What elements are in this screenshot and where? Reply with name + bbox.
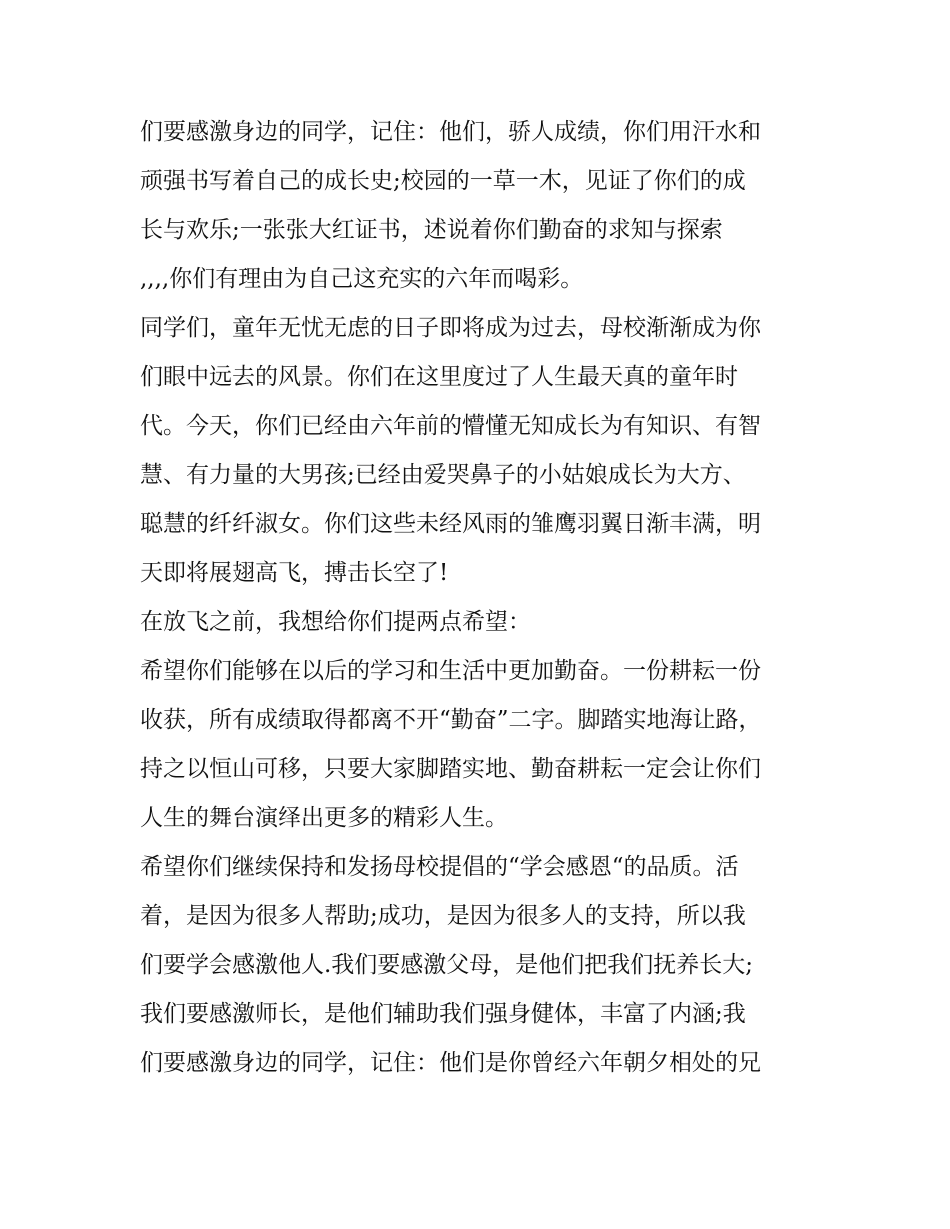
text-line: 我们要感激师长，是他们辅助我们强身健体，丰富了内涵;我 xyxy=(140,1001,746,1027)
text-line: 希望你们能够在以后的学习和生活中更加勤奋。一份耕耘一份 xyxy=(140,658,761,684)
text-line: 慧、有力量的大男孩;已经由爱哭鼻子的小姑娘成长为大方、 xyxy=(140,462,746,488)
text-line: 希望你们继续保持和发扬母校提倡的“学会感恩“的品质。活 xyxy=(140,854,739,880)
text-line: 聪慧的纤纤淑女。你们这些未经风雨的雏鹰羽翼日渐丰满，明 xyxy=(140,511,761,537)
text-line: 同学们，童年无忧无虑的日子即将成为过去，母校渐渐成为你 xyxy=(140,315,761,341)
text-line: 在放飞之前，我想给你们提两点希望： xyxy=(140,609,531,635)
text-line: 们眼中远去的风景。你们在这里度过了人生最天真的童年时 xyxy=(140,364,738,390)
text-line: 顽强书写着自己的成长史;校园的一草一木，见证了你们的成 xyxy=(140,168,746,194)
text-line: 收获，所有成绩取得都离不开“勤奋”二字。脚踏实地海让路， xyxy=(140,707,762,733)
text-line: 天即将展翅高飞，搏击长空了! xyxy=(140,560,449,586)
text-line: 着，是因为很多人帮助;成功，是因为很多人的支持，所以我 xyxy=(140,903,746,929)
text-line: 持之以恒山可移，只要大家脚踏实地、勤奋耕耘一定会让你们 xyxy=(140,756,761,782)
text-line: 长与欢乐;一张张大红证书，述说着你们勤奋的求知与探索 xyxy=(140,217,723,243)
text-line: ,,,,你们有理由为自己这充实的六年而喝彩。 xyxy=(140,266,584,292)
text-line: 人生的舞台演绎出更多的精彩人生。 xyxy=(140,805,508,831)
text-line: 们要学会感激他人.我们要感激父母，是他们把我们抚养长大; xyxy=(140,952,754,978)
text-line: 们要感激身边的同学，记住：他们，骄人成绩，你们用汗水和 xyxy=(140,119,761,145)
text-line: 们要感激身边的同学，记住：他们是你曾经六年朝夕相处的兄 xyxy=(140,1050,761,1076)
document-body xyxy=(140,108,820,1088)
text-line: 代。今天，你们已经由六年前的懵懂无知成长为有知识、有智 xyxy=(140,413,761,439)
